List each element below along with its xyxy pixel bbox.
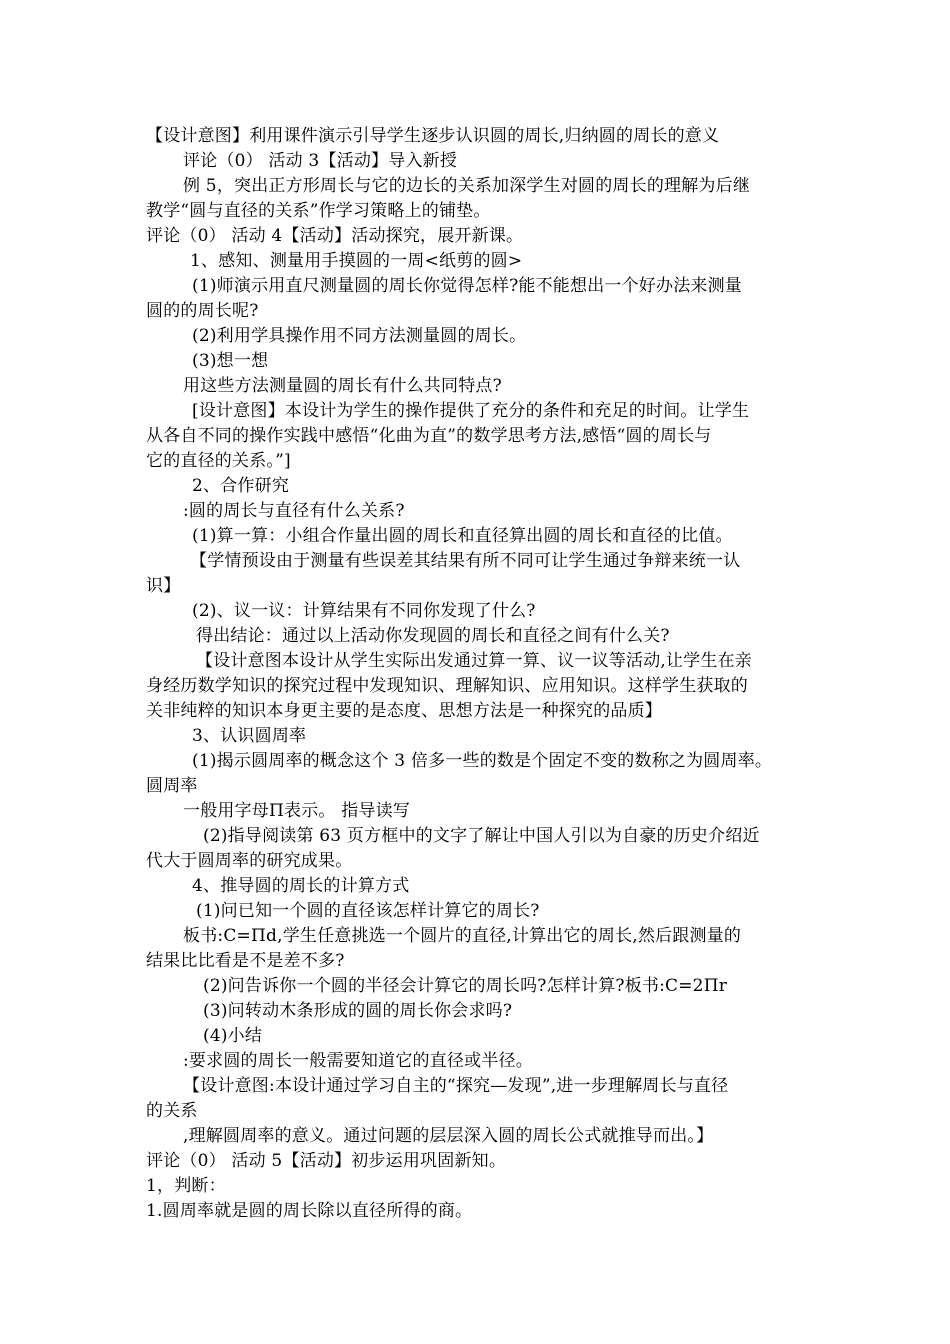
text-line-39: 【设计意图:本设计通过学习自主的“探究—发现”,进一步理解周长与直径 [183,1076,729,1096]
text-line-2: 评论（0） 活动 3【活动】导入新授 [183,151,458,171]
text-line-4: 教学“圆与直径的关系”作学习策略上的铺垫。 [146,201,491,221]
text-line-7: (1)师演示用直尺测量圆的周长你觉得怎样?能不能想出一个好办法来测量 [192,276,742,296]
text-line-11: 用这些方法测量圆的周长有什么共同特点? [183,376,502,396]
text-line-41: ,理解圆周率的意义。通过问题的层层深入圆的周长公式就推导而出。】 [183,1126,714,1146]
text-line-33: 板书:C=Πd,学生任意挑选一个圆片的直径,计算出它的周长,然后跟测量的 [183,926,742,946]
text-line-3: 例 5，突出正方形周长与它的边长的关系加深学生对圆的周长的理解为后继 [183,176,751,196]
text-line-34: 结果比比看是不是差不多? [146,951,345,971]
text-line-27: 圆周率 [146,776,198,796]
text-line-31: 4、推导圆的周长的计算方式 [192,876,410,896]
text-line-29: (2)指导阅读第 63 页方框中的文字了解让中国人引以为自豪的历史介绍近 [203,826,760,846]
text-line-43: 1，判断： [146,1176,226,1196]
text-line-36: (3)问转动木条形成的圆的周长你会求吗? [203,1001,513,1021]
text-line-16: :圆的周长与直径有什么关系? [183,501,405,521]
text-line-20: (2)、议一议：计算结果有不同你发现了什么? [192,601,536,621]
text-line-10: (3)想一想 [192,351,269,371]
text-line-35: (2)问告诉你一个圆的半径会计算它的周长吗?怎样计算?板书:C=2Πr [203,976,728,996]
text-line-14: 它的直径的关系。”] [146,451,291,471]
text-line-38: :要求圆的周长一般需要知道它的直径或半径。 [183,1051,533,1071]
text-line-24: 关非纯粹的知识本身更主要的是态度、思想方法是一种探究的品质】 [146,701,662,721]
text-line-13: 从各自不同的操作实践中感悟“化曲为直”的数学思考方法,感悟“圆的周长与 [146,426,712,446]
text-line-1: 【设计意图】利用课件演示引导学生逐步认识圆的周长,归纳圆的周长的意义 [146,126,720,146]
text-line-18: 【学情预设由于测量有些误差其结果有所不同可让学生通过争辩来统一认 [190,551,741,571]
text-line-12: [设计意图】本设计为学生的操作提供了充分的条件和充足的时间。让学生 [192,401,750,421]
text-line-42: 评论（0） 活动 5【活动】初步运用巩固新知。 [146,1151,507,1171]
text-line-19: 识】 [146,576,181,596]
text-line-25: 3、认识圆周率 [192,726,307,746]
text-line-9: (2)利用学具操作用不同方法测量圆的周长。 [192,326,527,346]
text-line-21: 得出结论：通过以上活动你发现圆的周长和直径之间有什么关? [196,626,670,646]
text-line-30: 代大于圆周率的研究成果。 [146,851,353,871]
text-line-22: 【设计意图本设计从学生实际出发通过算一算、议一议等活动,让学生在亲 [196,651,753,671]
text-line-5: 评论（0） 活动 4【活动】活动探究，展开新课。 [146,226,524,246]
text-line-15: 2、合作研究 [192,476,290,496]
text-line-23: 身经历数学知识的探究过程中发现知识、理解知识、应用知识。这样学生获取的 [146,676,748,696]
text-line-44: 1.圆周率就是圆的周长除以直径所得的商。 [146,1201,473,1221]
text-line-26: (1)揭示圆周率的概念这个 3 倍多一些的数是个固定不变的数称之为圆周率。 [192,751,773,771]
text-line-17: (1)算一算：小组合作量出圆的周长和直径算出圆的周长和直径的比值。 [192,526,733,546]
text-line-32: (1)问已知一个圆的直径该怎样计算它的周长? [196,901,540,921]
text-line-8: 圆的的周长呢? [146,301,259,321]
text-line-37: (4)小结 [203,1026,263,1046]
text-line-28: 一般用字母Π表示。 指导读写 [183,801,411,821]
text-line-6: 1、感知、测量用手摸圆的一周<纸剪的圆> [190,251,523,271]
text-line-40: 的关系 [146,1101,198,1121]
